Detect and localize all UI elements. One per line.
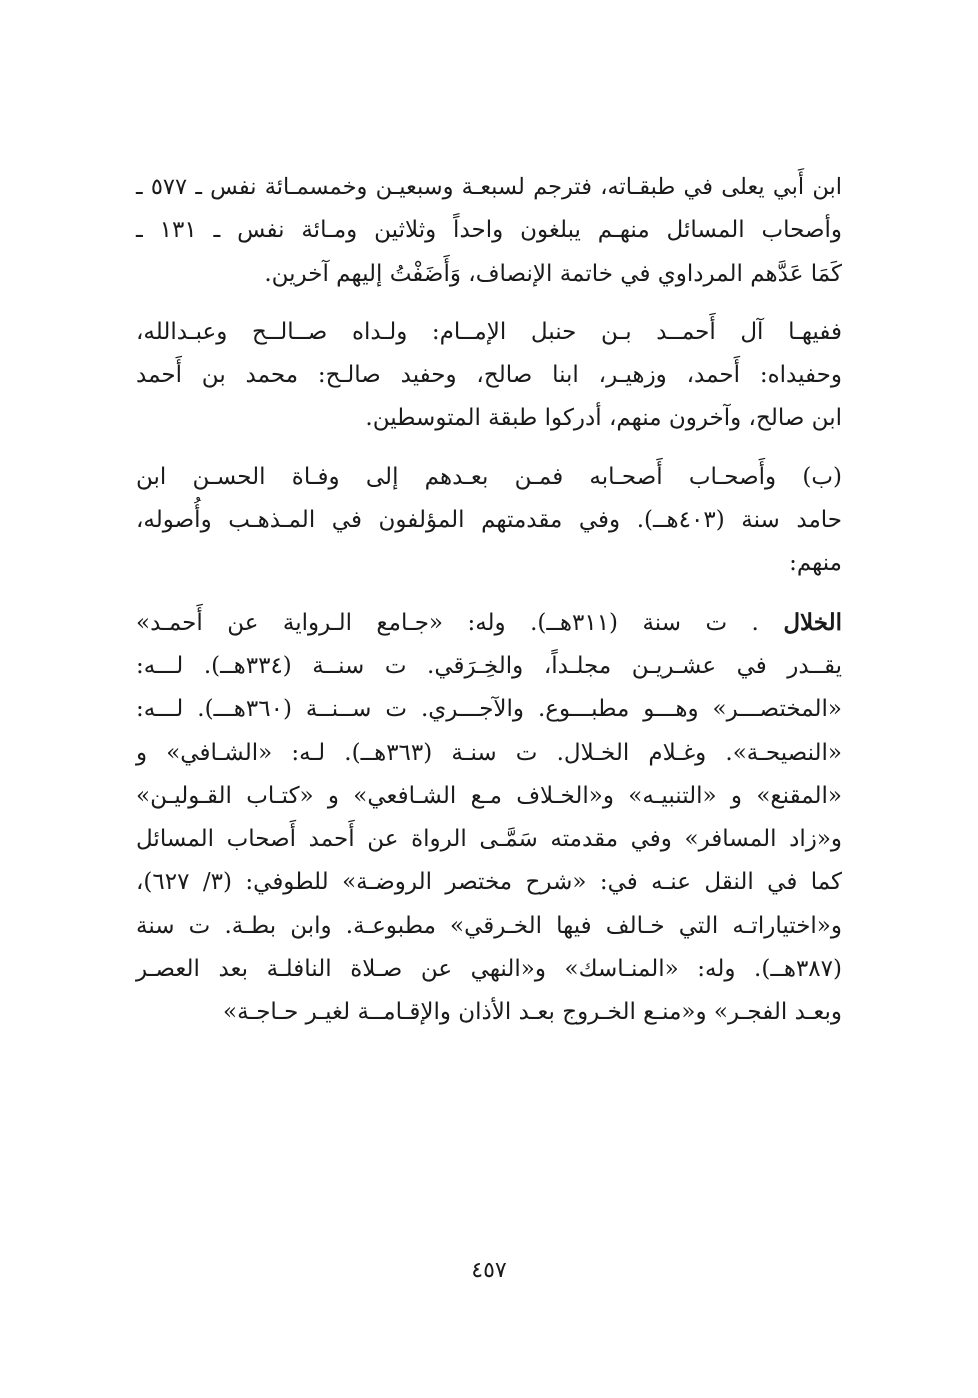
paragraph-1 — [136, 166, 842, 296]
text-line: منهم: — [789, 550, 842, 577]
text-line: كما في النقل عنـه في: «شرح مختصر الروضـة» للطوفي: (٣/ ٦٢٧)، — [136, 869, 842, 896]
text-line: (ب) وأَصحـاب أَصحـابه فمـن بعـدهم إلى وفـاة الحسـن ابن — [136, 463, 842, 490]
text-line: «النصيحـة». وغـلام الخـلال. ت سنـة (٣٦٣هــ). لـه: «الشـافي» و — [136, 739, 842, 766]
text-line: حامد سنة (٤٠٣هــ). وفي مقدمتهم المؤلفون في المـذهـب وأُصوله، — [136, 507, 842, 534]
text-line: وحفيداه: أَحمد، وزهيـر، ابنا صالح، وحفيد صالـح: محمد بن أَحمد — [136, 362, 843, 389]
page-body — [136, 166, 842, 1035]
text-line: و«اختياراتـه التي خـالف فيها الخـرقي» مطبوعـة. وابن بطـة. ت سنة — [136, 912, 842, 939]
text-line: يقــدر في عشـريـن مجلـداً، والخِـرَقي. ت سنــة (٣٣٤هــ). لـــه: — [136, 652, 842, 679]
text-line: ابن أَبي يعلى في طبقـاته، فترجم لسبعـة وسبعيـن وخمسمـائة نفس ـ ٥٧٧ ـ — [136, 174, 842, 200]
paragraph-2 — [136, 311, 842, 441]
paragraph-4 — [136, 601, 842, 1035]
text-line: وبعـد الفجـر» و«منـع الخـروج بعـد الأذان والإقـامــة لغيـر حـاجـة» — [223, 999, 842, 1026]
text-line — [136, 601, 842, 645]
text-line: «المقنع» و «التنبيـه» و«الخـلاف مـع الشـافعي» و «كتـاب القـوليـن» — [136, 782, 842, 809]
paragraph-3 — [136, 456, 842, 586]
bold-term: الخلال — [783, 608, 842, 636]
page-number: ٤٥٧ — [471, 1258, 507, 1283]
text-line: و«زاد المسافر» وفي مقدمته سَمَّـى الرواة عن أَحمد أَصحاب المسائل — [136, 826, 842, 853]
text-line: كَمَا عَدَّهم المرداوي في خاتمة الإنصاف، وَأَضَفْتُ إليهم آخرين. — [264, 260, 842, 287]
text-line: وأصحاب المسائل منهـم يبلغون واحداً وثلاثين ومـائة نفس ـ ١٣١ ـ — [136, 217, 842, 244]
text-line-rest: . ت سنة (٣١١هــ). وله: «جـامع الـرواية عن أَحمـد» — [136, 609, 784, 636]
text-line: ففيهـا آل أَحمــد بـن حنبل الإمــام: ولـداه صــالــح وعبـدالله، — [136, 318, 842, 345]
text-line: (٣٨٧هــ). وله: «المنـاسك» و«النهي عن صـلاة النافلـة بعد العصـر — [136, 956, 842, 983]
text-line: ابن صالح، وآخرون منهم، أدركوا طبقة المتوسطين. — [365, 405, 842, 432]
text-line: «المختصـــر» وهـــو مطبـــوع. والآجـــري. ت ســنــة (٣٦٠هـــ). لـــه: — [136, 696, 842, 723]
